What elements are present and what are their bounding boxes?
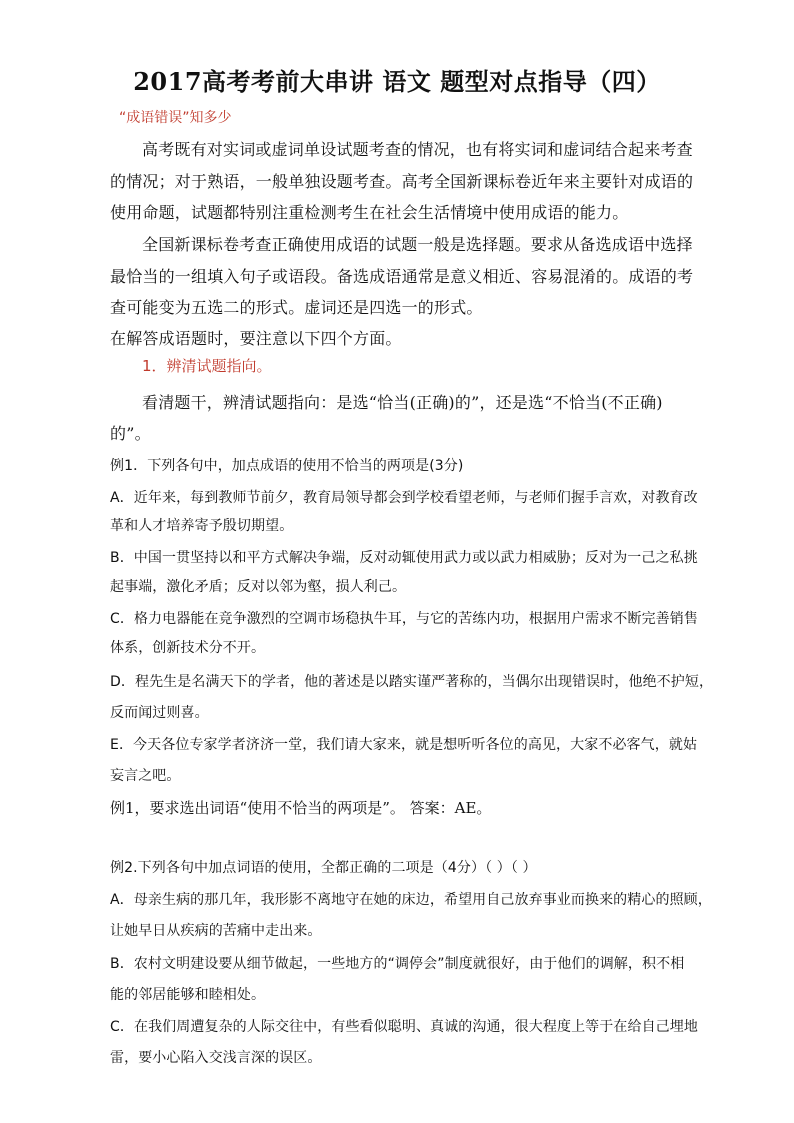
intro-line: 在解答成语题时，要注意以下四个方面。 [110, 329, 402, 348]
section-heading: 1．辨清试题指向。 [142, 357, 272, 375]
option-line: 妄言之吧。 [110, 768, 181, 784]
option-line: C．格力电器能在竞争激烈的空调市场稳执牛耳，与它的苦练内功，根据用户需求不断完善销售 [110, 611, 698, 627]
option-line: B．中国一贯坚持以和平方式解决争端，反对动辄使用武力或以武力相威胁；反对为一己之私挑 [110, 550, 698, 566]
option-line: C．在我们周遭复杂的人际交往中，有些看似聪明、真诚的沟通，很大程度上等于在给自己埋地 [110, 1019, 698, 1035]
example1-answer: 例1，要求选出词语“使用不恰当的两项是”。 答案：AE。 [110, 799, 492, 817]
option-line: A．近年来，每到教师节前夕，教育局领导都会到学校看望老师，与老师们握手言欢，对教育改 [110, 490, 698, 506]
option-line: D．程先生是名满天下的学者，他的著述是以踏实谨严著称的，当偶尔出现错误时，他绝不护短， [110, 674, 714, 690]
intro-line: 高考既有对实词或虚词单设试题考查的情况，也有将实词和虚词结合起来考查 [142, 140, 693, 159]
option-line: 起事端，激化矛盾；反对以邻为壑，损人利己。 [110, 579, 407, 595]
option-line: E．今天各位专家学者济济一堂，我们请大家来，就是想听听各位的高见，大家不必客气，就姑 [110, 737, 698, 753]
page-title: 2017高考考前大串讲 语文 题型对点指导（四） [133, 67, 661, 96]
option-line: 能的邻居能够和睦相处。 [110, 987, 266, 1003]
intro-line: 查可能变为五选二的形式。虚词还是四选一的形式。 [110, 298, 483, 317]
example1-stem: 例1．下列各句中，加点成语的使用不恰当的两项是(3分) [110, 458, 464, 474]
intro-line: 的情况；对于熟语，一般单独设题考查。高考全国新课标卷近年来主要针对成语的 [110, 172, 694, 191]
intro-line: 最恰当的一组填入句子或语段。备选成语通常是意义相近、容易混淆的。成语的考 [110, 267, 694, 286]
option-line: 革和人才培养寄予殷切期望。 [110, 518, 294, 534]
option-line: 让她早日从疾病的苦痛中走出来。 [110, 923, 322, 939]
option-line: 雷，要小心陷入交浅言深的误区。 [110, 1050, 322, 1066]
option-line: 体系，创新技术分不开。 [110, 640, 266, 656]
example2-stem: 例2.下列各句中加点词语的使用，全都正确的二项是（4分）（ ）（ ） [110, 860, 537, 876]
section-text: 看清题干，辨清试题指向：是选“恰当(正确)的”，还是选“不恰当(不正确) [142, 393, 663, 412]
intro-line: 使用命题，试题都特别注重检测考生在社会生活情境中使用成语的能力。 [110, 203, 629, 222]
option-line: A．母亲生病的那几年，我形影不离地守在她的床边，希望用自己放弃事业而换来的精心的照顾， [110, 892, 712, 908]
section-subtitle: “成语错误”知多少 [119, 110, 232, 126]
option-line: 反而闻过则喜。 [110, 705, 209, 721]
option-line: B．农村文明建设要从细节做起，一些地方的“调停会”制度就很好，由于他们的调解，积不相 [110, 956, 685, 972]
intro-line: 全国新课标卷考查正确使用成语的试题一般是选择题。要求从备选成语中选择 [142, 235, 693, 254]
section-text: 的”。 [110, 424, 151, 443]
